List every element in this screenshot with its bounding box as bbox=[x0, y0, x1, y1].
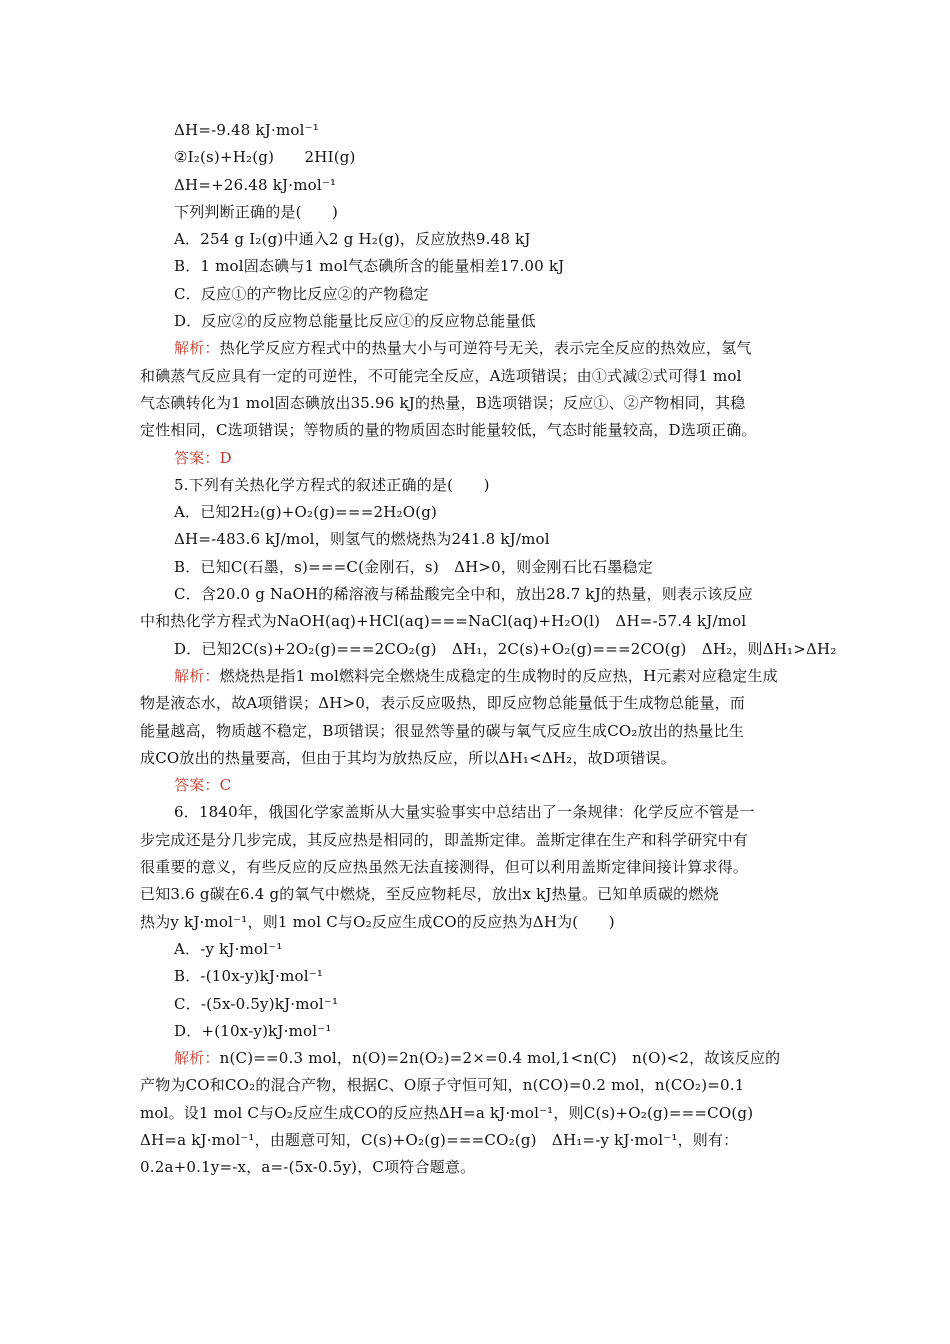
analysis-label: 解析： bbox=[174, 339, 220, 358]
line-text: 燃烧热是指1 mol燃料完全燃烧生成稳定的生成物时的反应热，H元素对应稳定生成 bbox=[219, 666, 778, 685]
text-line bbox=[140, 253, 810, 280]
text-line bbox=[140, 281, 810, 308]
line-text: mol。设1 mol C与O₂反应生成CO的反应热ΔH=a kJ·mol⁻¹，则C(s)+O₂(g)===CO(g) bbox=[140, 1103, 754, 1122]
document-body bbox=[140, 117, 837, 1182]
line-text: ΔH=-9.48 kJ·mol⁻¹ bbox=[174, 121, 319, 139]
line-text: ΔH=a kJ·mol⁻¹，由题意可知，C(s)+O₂(g)===CO₂(g) ΔH₁=-y kJ·mol⁻¹，则有： bbox=[140, 1130, 739, 1149]
line-text: ΔH=+26.48 kJ·mol⁻¹ bbox=[174, 175, 337, 194]
line-text: D．+(10x-y)kJ·mol⁻¹ bbox=[174, 1021, 332, 1040]
text-line bbox=[140, 1018, 810, 1045]
line-text: A．已知2H₂(g)+O₂(g)===2H₂O(g) bbox=[174, 503, 438, 522]
text-line bbox=[140, 390, 810, 417]
line-text: A．254 g I₂(g)中通入2 g H₂(g)，反应放热9.48 kJ bbox=[174, 230, 531, 249]
text-line bbox=[140, 1072, 810, 1099]
text-line bbox=[140, 827, 810, 854]
text-line bbox=[140, 417, 810, 444]
line-text: C bbox=[219, 776, 232, 795]
text-line bbox=[140, 608, 810, 635]
text-line bbox=[140, 199, 810, 226]
text-line bbox=[140, 499, 810, 526]
text-line bbox=[140, 799, 810, 826]
line-text: ②I₂(s)+H₂(g) 2HI(g) bbox=[174, 148, 356, 167]
text-line bbox=[140, 363, 810, 390]
text-line bbox=[140, 526, 810, 553]
line-text: D．反应②的反应物总能量比反应①的反应物总能量低 bbox=[174, 312, 536, 331]
text-line bbox=[140, 472, 810, 499]
line-text: n(C)==0.3 mol，n(O)=2n(O₂)=2×=0.4 mol,1<n(C) n(O)<2，故该反应的 bbox=[219, 1049, 781, 1068]
line-text: 6．1840年，俄国化学家盖斯从大量实验事实中总结出了一条规律：化学反应不管是一 bbox=[174, 803, 755, 822]
line-text: C．-(5x-0.5y)kJ·mol⁻¹ bbox=[174, 994, 339, 1013]
line-text: 很重要的意义，有些反应的反应热虽然无法直接测得，但可以利用盖斯定律间接计算求得。 bbox=[140, 858, 749, 877]
text-line bbox=[140, 144, 810, 171]
text-line bbox=[140, 1127, 810, 1154]
line-text: 热为y kJ·mol⁻¹，则1 mol C与O₂反应生成CO的反应热为ΔH为( ) bbox=[140, 912, 615, 931]
line-text: C．反应①的产物比反应②的产物稳定 bbox=[174, 284, 429, 303]
line-text: 产物为CO和CO₂的混合产物，根据C、O原子守恒可知，n(CO)=0.2 mol，n(CO₂)=0.1 bbox=[140, 1076, 745, 1095]
line-text: 下列判断正确的是( ) bbox=[174, 202, 339, 221]
line-text: B．已知C(石墨，s)===C(金刚石，s) ΔH>0，则金刚石比石墨稳定 bbox=[174, 557, 653, 576]
text-line bbox=[140, 745, 810, 772]
line-text: D．已知2C(s)+2O₂(g)===2CO₂(g) ΔH₁，2C(s)+O₂(g)===2CO(g) ΔH₂，则ΔH₁>ΔH₂ bbox=[174, 639, 837, 658]
text-line bbox=[140, 335, 810, 362]
line-text: A．-y kJ·mol⁻¹ bbox=[174, 939, 283, 958]
text-line bbox=[140, 172, 810, 199]
text-line bbox=[140, 226, 810, 253]
line-text: ΔH=-483.6 kJ/mol，则氢气的燃烧热为241.8 kJ/mol bbox=[174, 530, 550, 549]
text-line bbox=[140, 663, 810, 690]
line-text: 物是液态水，故A项错误；ΔH>0，表示反应吸热，即反应物总能量低于生成物总能量，而 bbox=[140, 694, 746, 713]
text-line bbox=[140, 991, 810, 1018]
text-line bbox=[140, 117, 810, 144]
line-text: 成CO放出的热量要高，但由于其均为放热反应，所以ΔH₁<ΔH₂，故D项错误。 bbox=[140, 748, 676, 767]
text-line bbox=[140, 854, 810, 881]
text-line bbox=[140, 554, 810, 581]
answer-label: 答案： bbox=[174, 776, 220, 795]
line-text: D bbox=[219, 448, 232, 467]
line-text: 和碘蒸气反应具有一定的可逆性，不可能完全反应，A选项错误；由①式减②式可得1 mol bbox=[140, 366, 742, 385]
text-line bbox=[140, 1154, 810, 1181]
text-line bbox=[140, 881, 810, 908]
text-line bbox=[140, 690, 810, 717]
text-line bbox=[140, 909, 810, 936]
line-text: C．含20.0 g NaOH的稀溶液与稀盐酸完全中和，放出28.7 kJ的热量，则表示该反应 bbox=[174, 585, 753, 604]
text-line bbox=[140, 772, 810, 799]
text-line bbox=[140, 445, 810, 472]
text-line bbox=[140, 581, 810, 608]
line-text: 中和热化学方程式为NaOH(aq)+HCl(aq)===NaCl(aq)+H₂O(l) ΔH=-57.4 kJ/mol bbox=[140, 612, 747, 631]
text-line bbox=[140, 718, 810, 745]
text-line bbox=[140, 308, 810, 335]
text-line bbox=[140, 1045, 810, 1072]
line-text: 热化学反应方程式中的热量大小与可逆符号无关，表示完全反应的热效应，氢气 bbox=[219, 339, 752, 358]
line-text: 步完成还是分几步完成，其反应热是相同的，即盖斯定律。盖斯定律在生产和科学研究中有 bbox=[140, 830, 749, 849]
line-text: 能量越高，物质越不稳定，B项错误；很显然等量的碳与氧气反应生成CO₂放出的热量比生 bbox=[140, 721, 745, 740]
text-line bbox=[140, 1100, 810, 1127]
line-text: 0.2a+0.1y=-x，a=-(5x-0.5y)，C项符合题意。 bbox=[140, 1158, 476, 1177]
analysis-label: 解析： bbox=[174, 1049, 220, 1068]
line-text: 气态碘转化为1 mol固态碘放出35.96 kJ的热量，B选项错误；反应①、②产物相同，其稳 bbox=[140, 393, 746, 412]
text-line bbox=[140, 936, 810, 963]
text-line bbox=[140, 636, 837, 663]
analysis-label: 解析： bbox=[174, 666, 220, 685]
line-text: 已知3.6 g碳在6.4 g的氧气中燃烧，至反应物耗尽，放出x kJ热量。已知单质碳的燃烧 bbox=[140, 885, 719, 904]
text-line bbox=[140, 963, 810, 990]
line-text: 5.下列有关热化学方程式的叙述正确的是( ) bbox=[174, 475, 490, 494]
answer-label: 答案： bbox=[174, 448, 220, 467]
line-text: B．-(10x-y)kJ·mol⁻¹ bbox=[174, 967, 324, 986]
line-text: 定性相同，C选项错误；等物质的量的物质固态时能量较低，气态时能量较高，D选项正确。 bbox=[140, 421, 757, 440]
line-text: B．1 mol固态碘与1 mol气态碘所含的能量相差17.00 kJ bbox=[174, 257, 565, 276]
